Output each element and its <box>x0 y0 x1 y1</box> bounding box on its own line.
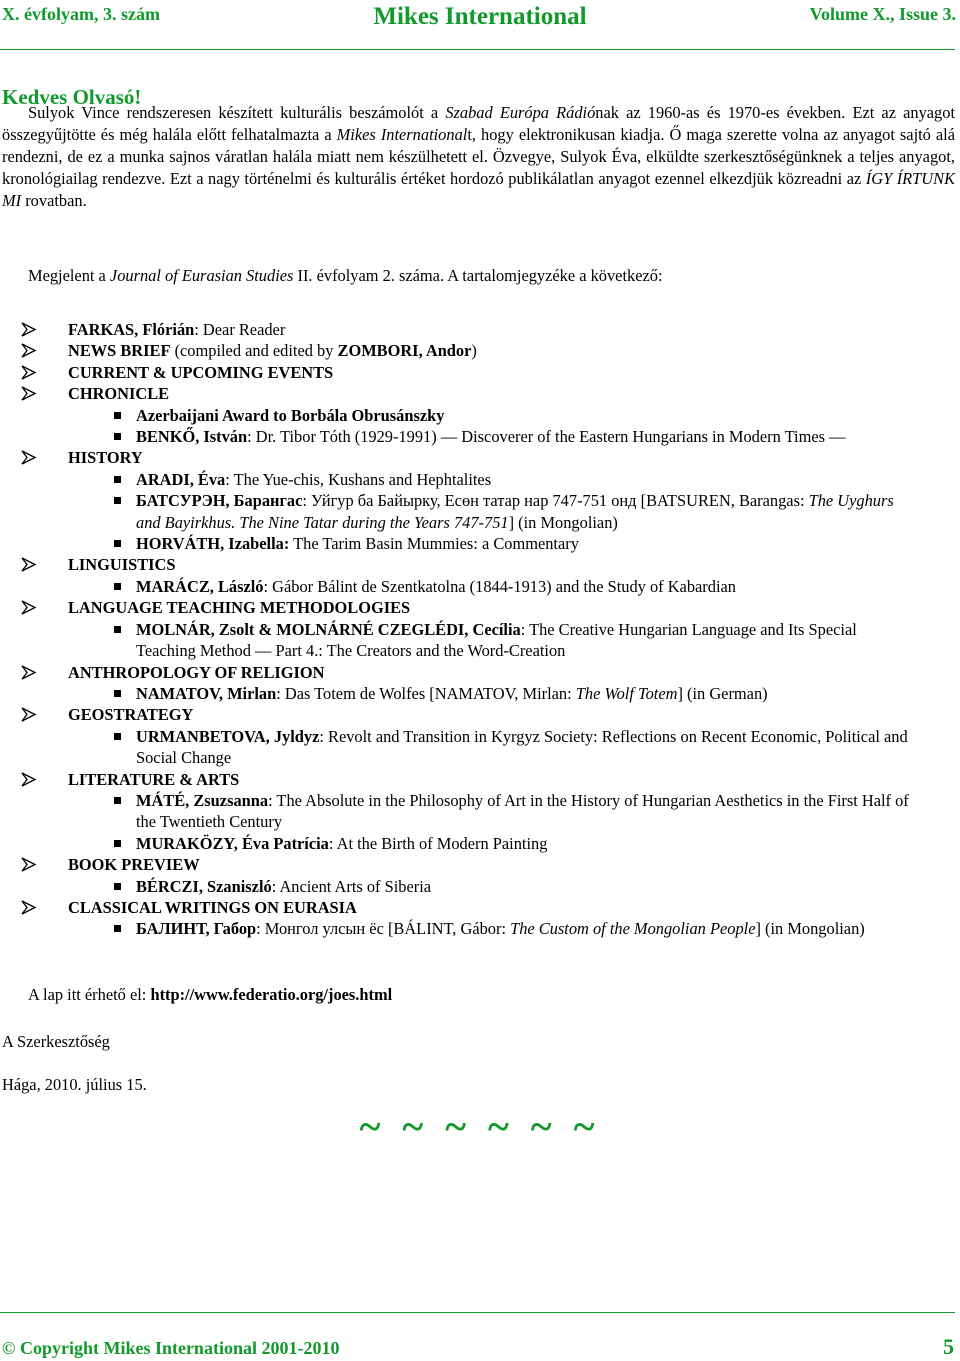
toc-section <box>0 447 960 468</box>
square-bullet-icon <box>114 797 121 804</box>
toc-author: MARÁCZ, László <box>136 576 264 596</box>
toc-entry <box>0 790 960 833</box>
journal-link[interactable]: http://www.federatio.org/joes.html <box>150 985 393 1004</box>
toc-author: БАТСУРЭН, Барангас <box>136 491 303 511</box>
toc-entry <box>0 619 960 662</box>
toc-text: (compiled and edited by <box>170 341 338 361</box>
arrow-bullet-icon <box>20 662 38 683</box>
toc-text: : Dear Reader <box>194 320 286 339</box>
signature: A Szerkesztőség <box>2 1032 110 1051</box>
toc-section <box>0 383 960 404</box>
toc-entry <box>0 576 960 597</box>
arrow-bullet-icon <box>20 340 38 361</box>
toc-author: BÉRCZI, Szaniszló <box>136 876 272 896</box>
toc-author: ARADI, Éva <box>136 469 226 489</box>
toc-author: BENKŐ, István <box>136 427 248 447</box>
arrow-bullet-icon <box>20 447 38 468</box>
toc-text: ] (in German) <box>677 683 768 703</box>
square-bullet-icon <box>114 626 121 633</box>
square-bullet-icon <box>114 733 121 740</box>
toc-author: URMANBETOVA, Jyldyz <box>136 726 320 746</box>
toc-author: MOLNÁR, Zsolt & MOLNÁRNÉ CZEGLÉDI, Cecília <box>136 619 521 639</box>
square-bullet-icon <box>114 476 121 483</box>
toc-text: : The Absolute in the Philosophy of Art in the History of Hungarian Aesthetics in the First Half of the Twentieth Century <box>136 790 909 832</box>
toc-author: FARKAS, Flórián <box>68 320 195 339</box>
toc-text: : The Yue-chis, Kushans and Hephtalites <box>225 469 492 489</box>
toc-author: HISTORY <box>68 448 143 468</box>
date-line: Hága, 2010. július 15. <box>2 1075 147 1094</box>
toc-author: NEWS BRIEF <box>68 341 171 361</box>
header-issue-en: Volume X., Issue 3. <box>809 4 956 24</box>
tilde-divider: ~ ~ ~ ~ ~ ~ <box>359 1104 601 1149</box>
toc-entry <box>0 726 960 769</box>
intro-paragraph: Sulyok Vince rendszeresen készített kulturális beszámolót a Szabad Európa Rádiónak az 1960-as és 1970-es években. Ezt az anyagot összegyűjtötte és még halála előtt felhatalmazta a Mikes Internationalt, hogy elektronikusan kiadja. Ő maga szerette volna az anyagot sajtó alá rendezni, de ez a munka sajnos váratlan halála miatt nem készülhetett el. Özvegye, Sulyok Éva, elküldte szerkesztőségünknek a teljes anyagot, kronológiailag rendezve. Ezt a nagy történelmi és kulturális értéket hordozó publikálatlan anyagot ezennel elkezdjük közreadni az ÍGY ÍRTUNK MI rovatban. <box>2 103 956 210</box>
published-line: Megjelent a Journal of Eurasian Studies II. évfolyam 2. száma. A tartalomjegyzéke a következő: <box>28 266 663 285</box>
square-bullet-icon <box>114 925 121 932</box>
toc-text: : Gábor Bálint de Szentkatolna (1844-1913) and the Study of Kabardian <box>263 576 736 596</box>
toc-author: БАЛИНТ, Габор <box>136 919 257 939</box>
toc-author: GEOSTRATEGY <box>68 705 194 725</box>
square-bullet-icon <box>114 883 121 890</box>
toc-author: NAMATOV, Mirlan <box>136 683 277 703</box>
toc-author: LANGUAGE TEACHING METHODOLOGIES <box>68 598 411 618</box>
toc-author: HORVÁTH, Izabella: <box>136 534 290 554</box>
toc-title-italic: The Custom of the Mongolian People <box>510 919 756 939</box>
square-bullet-icon <box>114 690 121 697</box>
square-bullet-icon <box>114 412 121 419</box>
toc-entry <box>0 918 960 939</box>
toc-entry <box>0 876 960 897</box>
toc-text: : Revolt and Transition in Kyrgyz Society: Reflections on Recent Economic, Political and Social Change <box>136 726 908 768</box>
arrow-bullet-icon <box>20 897 38 918</box>
footer-copyright: © Copyright Mikes International 2001-2010 <box>2 1338 340 1358</box>
header-title: Mikes International <box>373 3 587 30</box>
toc-title-italic: The Uyghurs and Bayirkhus. The Nine Tatar during the Years 747-751 <box>136 491 894 532</box>
toc-text: ) <box>471 341 477 361</box>
square-bullet-icon <box>114 497 121 504</box>
toc-text: : The Creative Hungarian Language and Its Special Teaching Method — Part 4.: The Creators and the Word-Creation <box>136 619 857 661</box>
toc-section <box>0 340 960 361</box>
toc-text: : Монгол улсын ёс [BÁLINT, Gábor: <box>256 919 511 939</box>
toc-entry <box>0 833 960 854</box>
toc-section <box>0 362 960 383</box>
toc-author: Azerbaijani Award to Borbála Obrusánszky <box>136 405 445 425</box>
toc-text: : Dr. Tibor Tóth (1929-1991) — Discoverer of the Eastern Hungarians in Modern Times — <box>247 427 846 447</box>
greeting: Kedves Olvasó! <box>2 85 142 109</box>
toc-title-italic: The Wolf Totem <box>575 683 678 703</box>
page-header <box>0 0 960 40</box>
page-number: 5 <box>943 1334 954 1359</box>
toc-text: ] (in Mongolian) <box>755 919 865 939</box>
arrow-bullet-icon <box>20 554 38 575</box>
header-rule <box>0 49 955 50</box>
toc-entry <box>0 426 960 447</box>
toc-text: The Tarim Basin Mummies: a Commentary <box>289 534 579 554</box>
toc-author: CHRONICLE <box>68 384 170 404</box>
availability-line: A lap itt érhető el: http://www.federatio.org/joes.html <box>28 985 393 1004</box>
arrow-bullet-icon <box>20 362 38 383</box>
arrow-bullet-icon <box>20 854 38 875</box>
toc-section <box>0 854 960 875</box>
toc-author: BOOK PREVIEW <box>68 855 200 875</box>
toc-section <box>0 554 960 575</box>
toc-author: MURAKÖZY, Éva Patrícia <box>136 833 329 853</box>
footer-rule <box>0 1312 955 1313</box>
arrow-bullet-icon <box>20 597 38 618</box>
square-bullet-icon <box>114 433 121 440</box>
toc-author: MÁTÉ, Zsuzsanna <box>136 790 269 810</box>
toc-entry <box>0 533 960 554</box>
toc-text: : Ancient Arts of Siberia <box>271 876 432 896</box>
toc-section <box>0 319 960 340</box>
toc-author: LITERATURE & ARTS <box>68 769 240 789</box>
toc-section <box>0 662 960 683</box>
square-bullet-icon <box>114 840 121 847</box>
toc-entry <box>0 405 960 426</box>
arrow-bullet-icon <box>20 769 38 790</box>
header-issue-hu: X. évfolyam, 3. szám <box>2 4 160 24</box>
square-bullet-icon <box>114 583 121 590</box>
arrow-bullet-icon <box>20 383 38 404</box>
toc-text: ] (in Mongolian) <box>508 512 618 532</box>
table-of-contents <box>0 319 960 940</box>
toc-author: CURRENT & UPCOMING EVENTS <box>68 362 334 382</box>
toc-author: CLASSICAL WRITINGS ON EURASIA <box>68 897 357 917</box>
toc-author: LINGUISTICS <box>68 555 176 575</box>
toc-text: : At the Birth of Modern Painting <box>328 833 548 853</box>
toc-author: ZOMBORI, Andor <box>337 341 472 361</box>
toc-section <box>0 597 960 618</box>
toc-section <box>0 769 960 790</box>
toc-entry <box>0 469 960 490</box>
arrow-bullet-icon <box>20 319 38 340</box>
toc-author: ANTHROPOLOGY OF RELIGION <box>68 662 325 682</box>
toc-entry <box>0 683 960 704</box>
toc-text: : Das Totem de Wolfes [NAMATOV, Mirlan: <box>276 683 576 703</box>
toc-text: : Уйгур ба Байырку, Есөн татар нар 747-751 онд [BATSUREN, Barangas: <box>302 491 809 511</box>
toc-section <box>0 704 960 725</box>
square-bullet-icon <box>114 540 121 547</box>
toc-section <box>0 897 960 918</box>
toc-entry <box>0 490 960 533</box>
arrow-bullet-icon <box>20 704 38 725</box>
